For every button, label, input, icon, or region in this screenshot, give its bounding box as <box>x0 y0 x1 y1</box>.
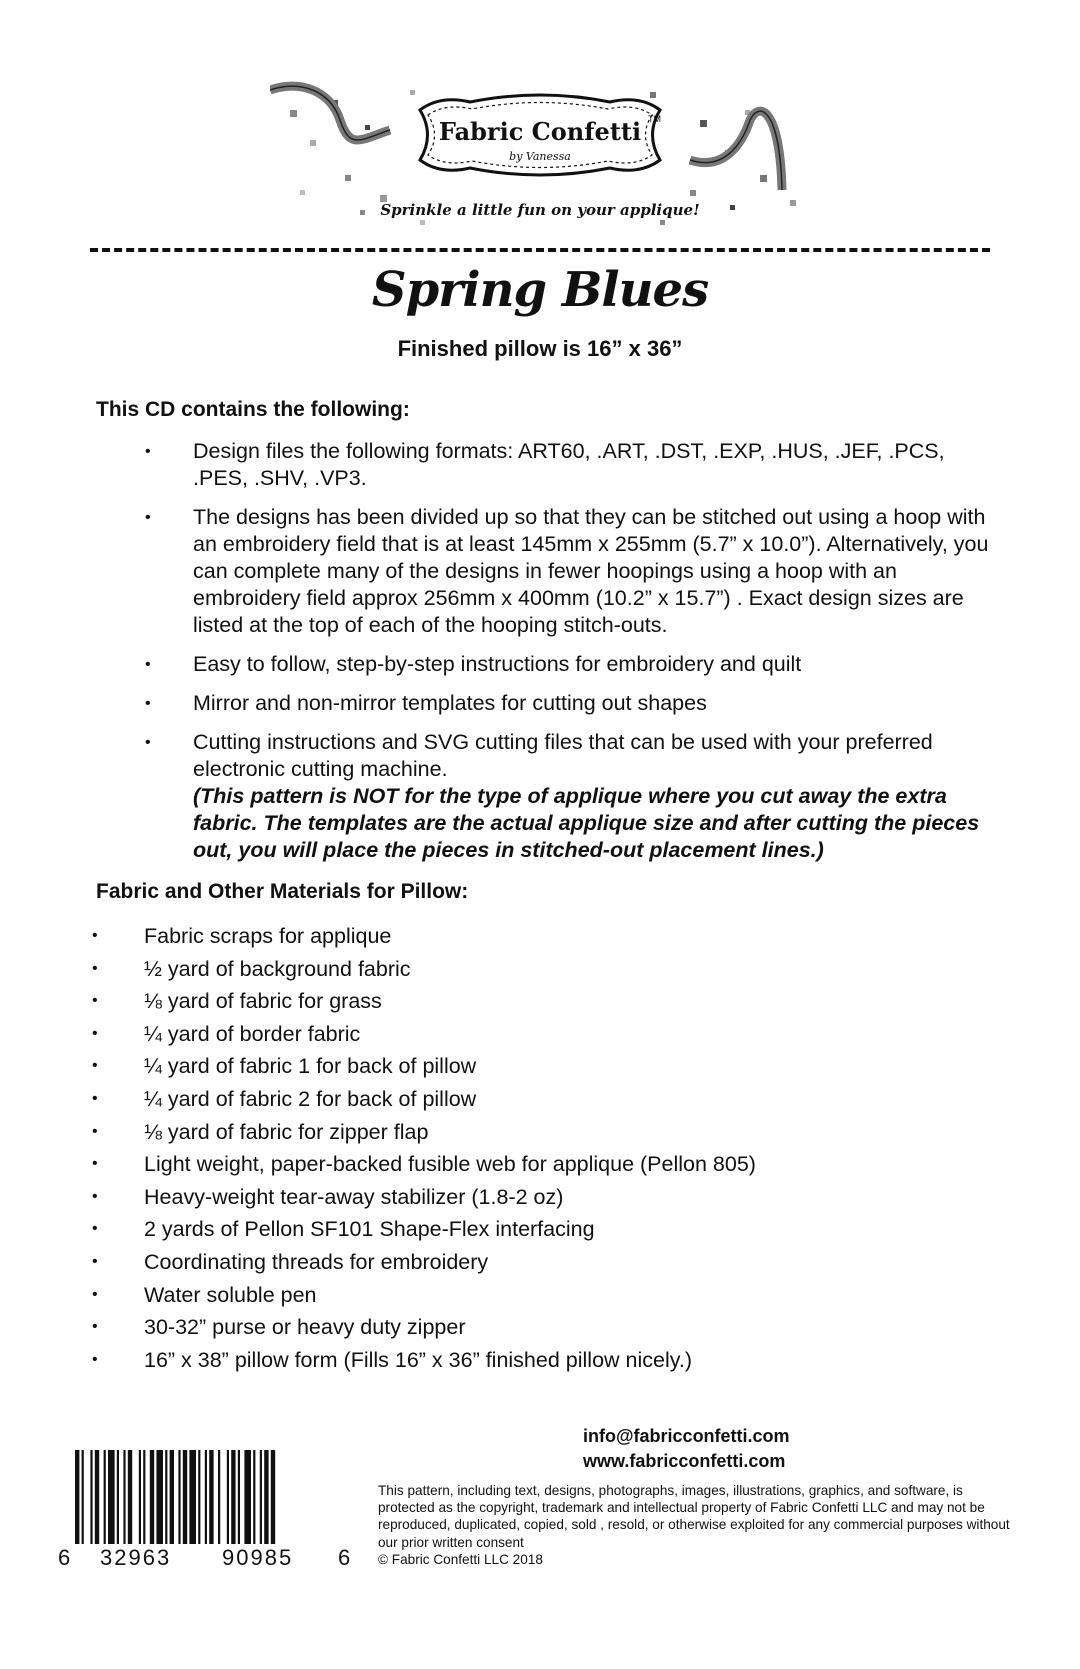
barcode-bar <box>253 1450 255 1544</box>
barcode-bar <box>82 1450 84 1544</box>
barcode-bar <box>178 1450 180 1544</box>
barcode-bar <box>183 1450 187 1544</box>
logo-trademark: TM <box>648 114 661 124</box>
barcode-bar <box>170 1450 174 1544</box>
barcode-bar <box>260 1450 262 1544</box>
list-item: • ⅛ yard of fabric for grass <box>92 985 992 1018</box>
barcode-bar <box>150 1450 154 1544</box>
page-subtitle: Finished pillow is 16” x 36” <box>397 336 683 361</box>
website-link[interactable]: www.fabricconfetti.com <box>583 1451 786 1471</box>
barcode-bar <box>231 1450 235 1544</box>
barcode <box>75 1450 345 1544</box>
legal-notice <box>378 1482 1018 1568</box>
barcode-bar <box>189 1450 196 1544</box>
barcode-digits-group1: 32963 <box>100 1545 172 1570</box>
contact-block <box>583 1424 790 1474</box>
materials-heading: Fabric and Other Materials for Pillow: <box>96 880 469 903</box>
barcode-bar <box>128 1450 132 1544</box>
list-item: • Water soluble pen <box>92 1279 992 1312</box>
fabric-confetti-logo <box>270 80 810 250</box>
list-item: • ¼ yard of border fabric <box>92 1018 992 1051</box>
list-item: • Fabric scraps for applique <box>92 920 992 953</box>
barcode-bar <box>104 1450 106 1544</box>
barcode-bar <box>227 1450 229 1544</box>
barcode-bar <box>123 1450 125 1544</box>
list-item: • Mirror and non-mirror templates for cutting out shapes <box>145 690 1005 717</box>
barcode-bar <box>108 1450 115 1544</box>
logo-tagline: Sprinkle a little fun on your applique! <box>380 201 700 219</box>
list-item: • 16” x 38” pillow form (Fills 16” x 36” finished pillow nicely.) <box>92 1344 992 1377</box>
barcode-bar <box>244 1450 251 1544</box>
list-item: • Heavy-weight tear-away stabilizer (1.8-2 oz) <box>92 1181 992 1214</box>
list-item: • Easy to follow, step-by-step instructions for embroidery and quilt <box>145 651 1005 678</box>
barcode-bar <box>205 1450 207 1544</box>
list-item <box>145 729 1005 864</box>
barcode-bar <box>156 1450 163 1544</box>
barcode-bar <box>90 1450 92 1544</box>
list-item: • Coordinating threads for embroidery <box>92 1246 992 1279</box>
cutting-note: (This pattern is NOT for the type of applique where you cut away the extra fabric. The templates are the actual applique size and after cutting the pieces out, you will place the pieces in stitched-out placement lines.) <box>193 784 980 862</box>
barcode-digit-first: 6 <box>58 1545 71 1570</box>
barcode-bar <box>165 1450 167 1544</box>
logo-graphic <box>270 80 810 250</box>
cd-contents-heading: This CD contains the following: <box>96 398 410 421</box>
list-item: • 2 yards of Pellon SF101 Shape-Flex interfacing <box>92 1213 992 1246</box>
materials-list <box>92 920 992 1376</box>
list-item: • Light weight, paper-backed fusible web for applique (Pellon 805) <box>92 1148 992 1181</box>
logo-byline: by Vanessa <box>509 150 571 163</box>
barcode-bar <box>139 1450 141 1544</box>
legal-text: This pattern, including text, designs, photographs, images, illustrations, graphics, and software, is protected as the copyright, trademark and intellectual property of Fabric Confetti LLC and may not be reproduced, duplicated, copied, sold , resold, or otherwise exploited for any commercial purposes without our prior written consent <box>378 1483 1010 1550</box>
cd-contents-list <box>145 438 1005 876</box>
dashed-divider <box>90 248 990 252</box>
page-title: Spring Blues <box>371 262 709 318</box>
barcode-bar <box>117 1450 119 1544</box>
barcode-digit-last: 6 <box>338 1545 351 1570</box>
barcode-digits-group2: 90985 <box>222 1545 294 1570</box>
copyright-text: © Fabric Confetti LLC 2018 <box>378 1551 543 1567</box>
list-item-text: Cutting instructions and SVG cutting files that can be used with your preferred electronic cutting machine. <box>193 730 933 781</box>
list-item: • ⅛ yard of fabric for zipper flap <box>92 1116 992 1149</box>
list-item: • Design files the following formats: ART60, .ART, .DST, .EXP, .HUS, .JEF, .PCS, .PES, .SHV, .VP3. <box>145 438 1005 492</box>
list-item: • ¼ yard of fabric 2 for back of pillow <box>92 1083 992 1116</box>
list-item: • ¼ yard of fabric 1 for back of pillow <box>92 1050 992 1083</box>
barcode-bar <box>218 1450 220 1544</box>
barcode-bar <box>264 1450 268 1544</box>
barcode-bar <box>143 1450 145 1544</box>
barcode-bar <box>238 1450 240 1544</box>
list-item: • 30-32” purse or heavy duty zipper <box>92 1311 992 1344</box>
barcode-bar <box>75 1450 79 1544</box>
barcode-bar <box>198 1450 200 1544</box>
list-item: • ½ yard of background fabric <box>92 953 992 986</box>
email-link[interactable]: info@fabricconfetti.com <box>583 1426 790 1446</box>
barcode-bar <box>95 1450 99 1544</box>
logo-brand-text: Fabric Confetti <box>438 117 642 146</box>
barcode-bar <box>209 1450 213 1544</box>
barcode-bar <box>271 1450 275 1544</box>
list-item: • The designs has been divided up so that they can be stitched out using a hoop with an embroidery field that is at least 145mm x 255mm (5.7” x 10.0”). Alternatively, you can complete many of the designs in fewer hoopings using a hoop with an embroidery field approx 256mm x 400mm (10.2” x 15.7”) . Exact design sizes are listed at the top of each of the hooping stitch-outs. <box>145 504 1005 639</box>
